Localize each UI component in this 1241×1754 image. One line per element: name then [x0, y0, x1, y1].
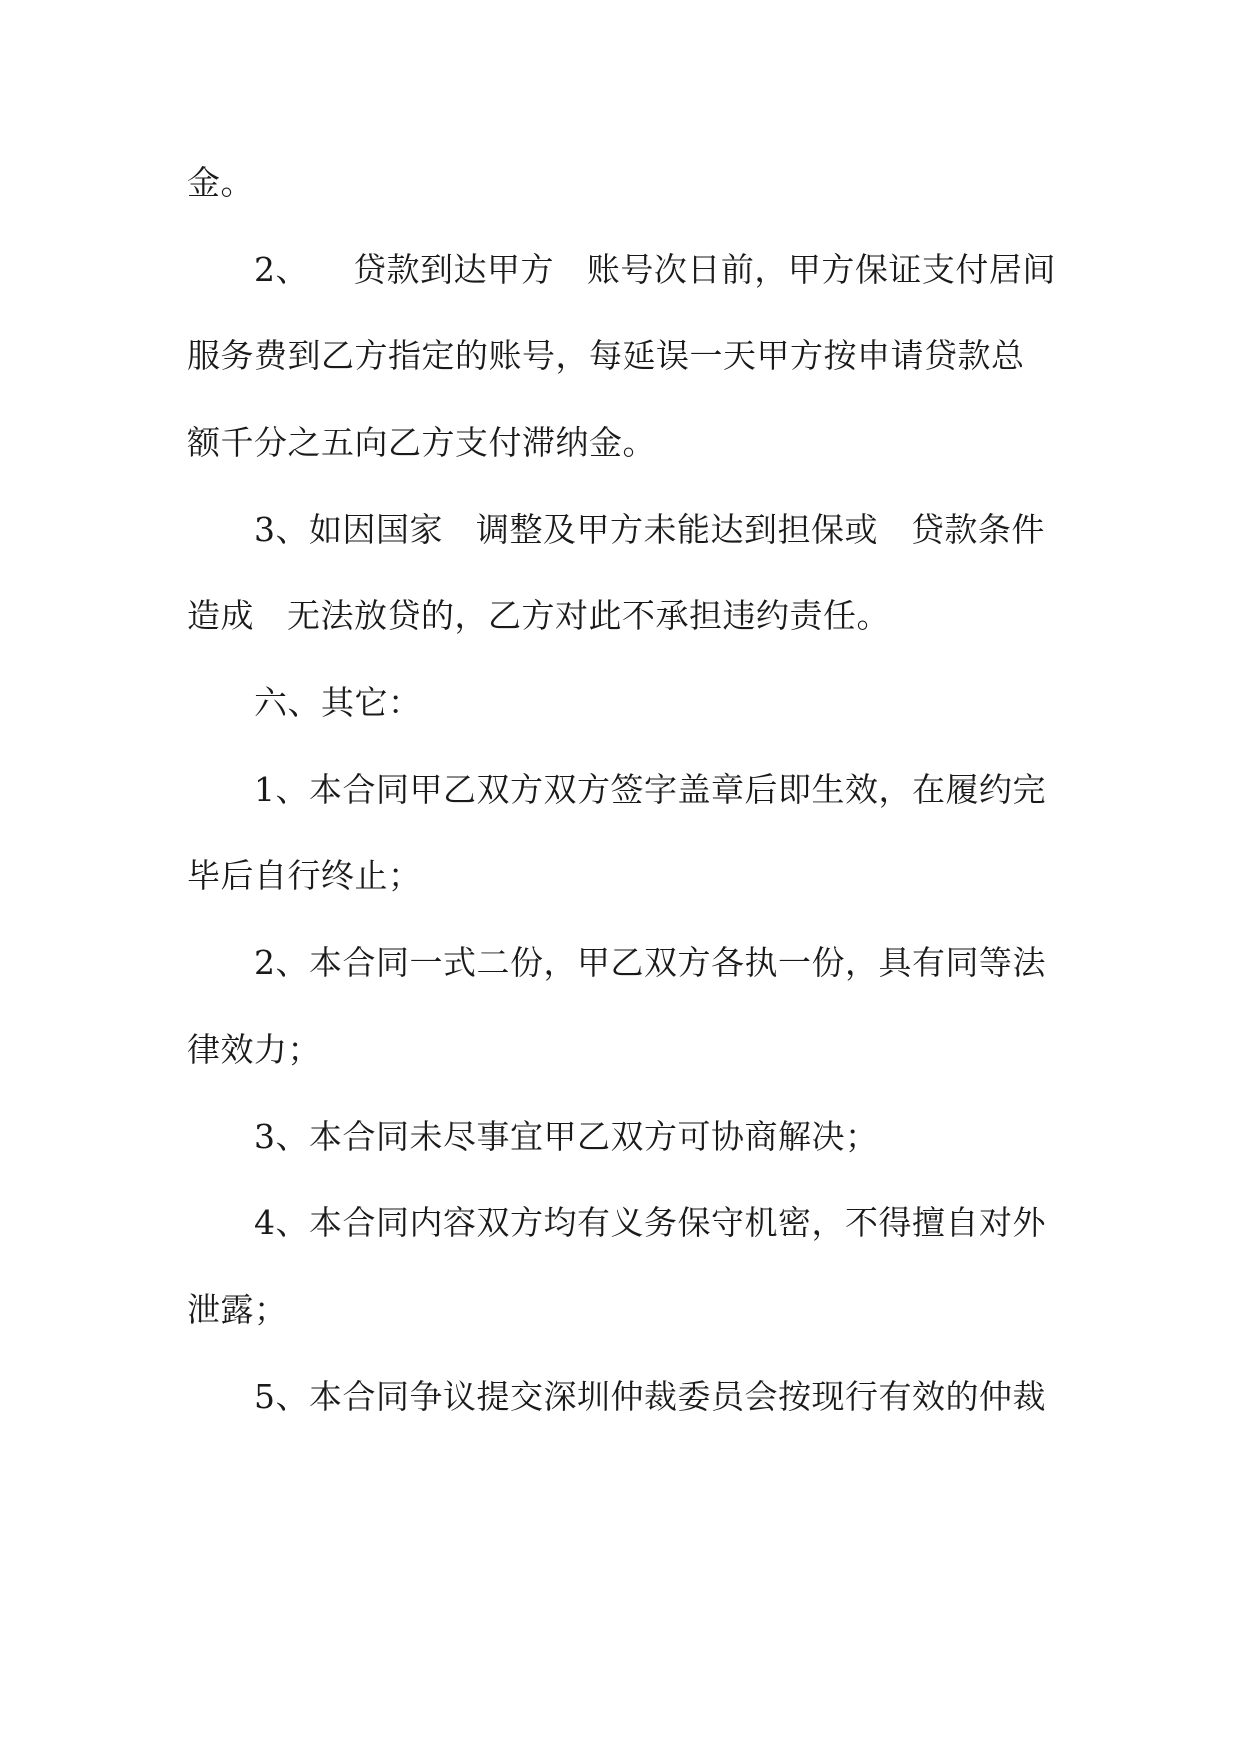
text-line: 律效力； — [187, 1030, 321, 1069]
text-line: 4、本合同内容双方均有义务保守机密，不得擅自对外 — [254, 1203, 1046, 1242]
text-line: 服务费到乙方指定的账号，每延误一天甲方按申请贷款总 — [187, 336, 1025, 375]
text-line: 2、 贷款到达甲方 账号次日前，甲方保证支付居间 — [254, 250, 1056, 289]
text-line: 泄露； — [187, 1290, 288, 1329]
text-line: 金。 — [187, 163, 254, 202]
text-line: 3、本合同未尽事宜甲乙双方可协商解决； — [254, 1117, 879, 1156]
text-line: 3、如因国家 调整及甲方未能达到担保或 贷款条件 — [254, 510, 1045, 549]
text-line: 5、本合同争议提交深圳仲裁委员会按现行有效的仲裁 — [254, 1377, 1046, 1416]
text-line: 1、本合同甲乙双方双方签字盖章后即生效，在履约完 — [254, 770, 1046, 809]
section-heading: 六、其它： — [254, 683, 422, 722]
text-line: 额千分之五向乙方支付滞纳金。 — [187, 423, 656, 462]
text-line: 造成 无法放贷的，乙方对此不承担违约责任。 — [187, 596, 890, 635]
text-line: 毕后自行终止； — [187, 856, 422, 895]
text-line: 2、本合同一式二份，甲乙双方各执一份，具有同等法 — [254, 943, 1046, 982]
